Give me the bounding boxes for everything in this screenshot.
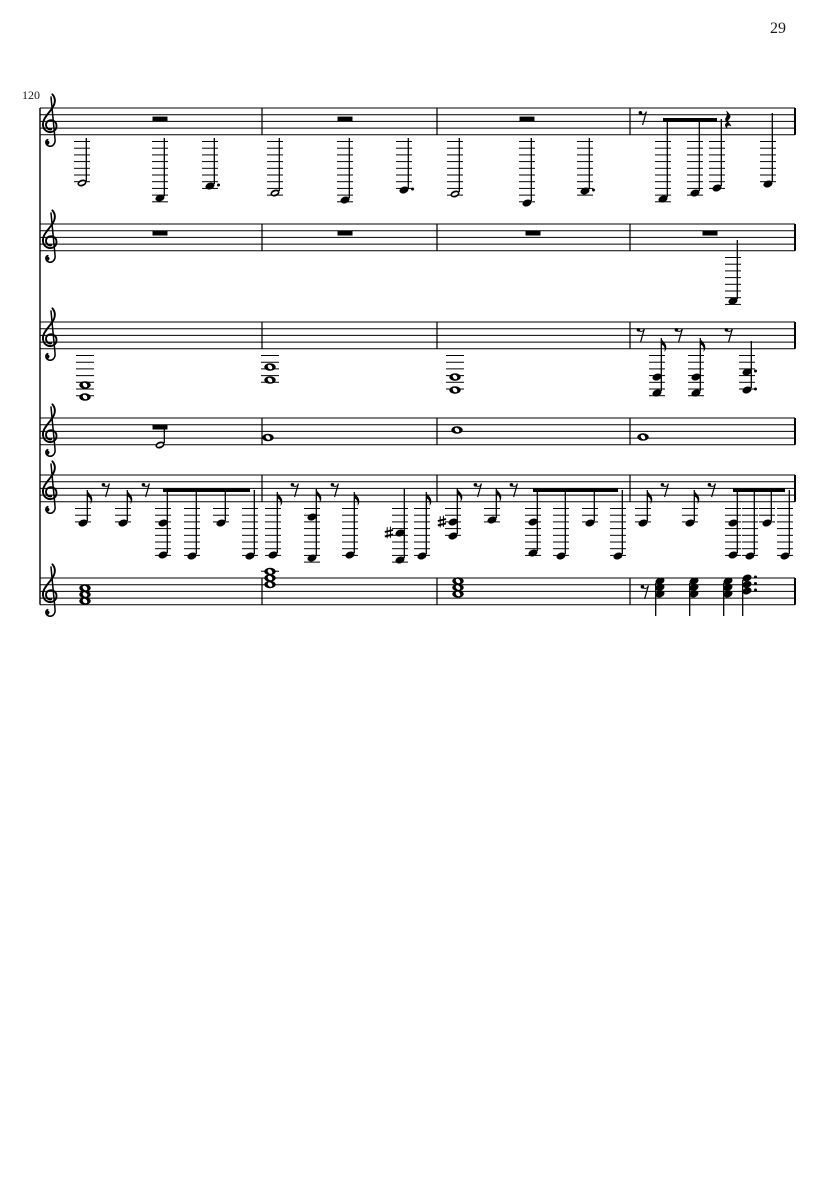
note <box>777 490 793 561</box>
note <box>519 138 535 208</box>
staff-2 <box>40 210 795 305</box>
note <box>213 490 229 528</box>
treble-clef-icon <box>43 308 57 360</box>
chord <box>722 576 733 616</box>
staff-1 <box>40 94 795 207</box>
note <box>687 119 703 198</box>
note <box>184 490 200 561</box>
whole-rest <box>703 231 718 236</box>
note <box>152 138 168 203</box>
chord <box>649 338 666 398</box>
note <box>202 138 220 191</box>
eighth-rest <box>641 585 649 599</box>
treble-clef-icon <box>43 564 57 616</box>
half-rest <box>338 117 353 122</box>
staff-4 <box>40 404 795 456</box>
note <box>396 138 414 195</box>
sharp-accidental <box>438 516 446 528</box>
staff-6 <box>40 564 795 616</box>
beam <box>663 118 717 122</box>
note <box>577 138 595 196</box>
chord <box>76 356 94 401</box>
note <box>242 490 258 561</box>
note <box>637 433 648 440</box>
chord <box>741 573 757 616</box>
page-number: 29 <box>770 20 786 37</box>
treble-clef-icon <box>43 94 57 146</box>
quarter-rest <box>725 111 730 128</box>
half-rest <box>153 117 168 122</box>
note <box>74 138 90 188</box>
eighth-rest <box>639 111 647 125</box>
note <box>760 113 776 189</box>
half-rest <box>520 117 535 122</box>
note <box>682 490 699 528</box>
note <box>655 119 671 204</box>
beam <box>163 488 250 492</box>
chord <box>304 489 321 563</box>
note <box>451 426 462 433</box>
chord <box>452 577 463 597</box>
treble-clef-icon <box>43 404 57 456</box>
whole-rest <box>153 231 168 236</box>
note <box>742 490 758 561</box>
whole-rest <box>526 231 541 236</box>
note <box>759 490 775 528</box>
chord <box>688 576 699 616</box>
chord <box>654 576 665 616</box>
beam <box>533 488 618 492</box>
note <box>75 490 92 528</box>
chord <box>725 490 741 560</box>
chord <box>688 338 705 398</box>
note <box>582 490 598 528</box>
chord <box>261 356 279 384</box>
note <box>447 138 463 199</box>
whole-rest <box>338 231 353 236</box>
note <box>553 490 569 561</box>
chord <box>155 490 171 560</box>
note <box>267 138 283 198</box>
whole-rest <box>153 425 168 430</box>
note <box>635 490 652 528</box>
treble-clef-icon <box>43 210 57 262</box>
treble-clef-icon <box>43 461 57 513</box>
note <box>484 488 501 525</box>
chord <box>438 488 463 541</box>
sharp-accidental <box>385 527 393 539</box>
staff-3 <box>40 308 795 400</box>
note <box>709 119 725 193</box>
chord <box>79 584 90 604</box>
note <box>610 490 626 561</box>
measure-number: 120 <box>22 88 40 102</box>
note <box>337 138 353 205</box>
chord <box>446 356 464 394</box>
beam <box>733 488 785 492</box>
note <box>725 240 741 306</box>
note <box>262 434 273 441</box>
note <box>414 492 431 561</box>
staff-5 <box>40 461 795 564</box>
note <box>115 490 132 528</box>
chord <box>525 490 541 558</box>
chord <box>385 489 408 565</box>
